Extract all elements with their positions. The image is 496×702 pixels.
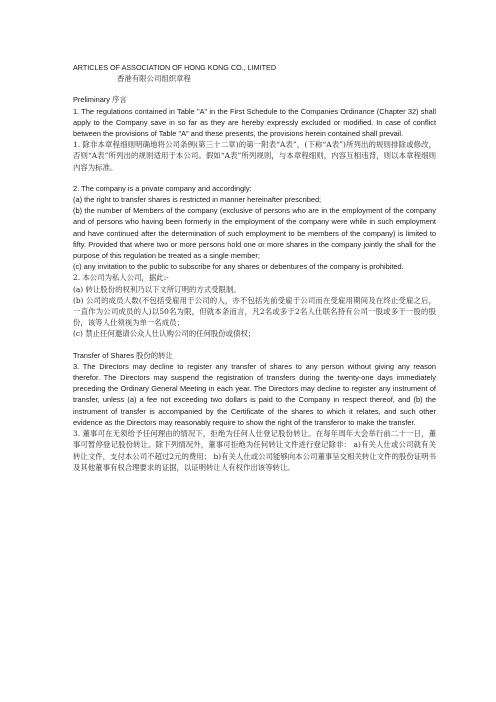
spacer: [73, 84, 436, 94]
spacer: [73, 340, 436, 350]
document-title: ARTICLES OF ASSOCIATION OF HONG KONG CO., LIMITED: [73, 63, 277, 72]
article-2-intro-cn: 2. 本公司为私人公司，据此:-: [73, 273, 169, 283]
article-1-en: 1. The regulations contained in Table "A" in the First Schedule to the Companies Ordinance (Chapter 32) shall apply to the Company save in so far as they are hereby expressly excluded or modified. In case of conflict between the provisions of Table "A" and these presents, the provisions herein contained shall prevail.: [73, 106, 436, 139]
article-3-en: 3. The Directors may decline to register any transfer of shares to any person without giving any reason therefor. The Directors may suspend the registration of transfers during the twenty-one days immediately preceding the Ordinary General Meeting in each year. The Directors may decline to register any instrument of transfer, unless (a) a fee not exceeding two dollars is paid to the Company in respect thereof, and (b) the instrument of transfer is accompanied by the Certificate of the shares to which it relates, and such other evidence as the Directors may reasonably require to show the right of the transferor to make the transfer.: [73, 361, 436, 427]
section-heading-preliminary: Preliminary 序言: [73, 95, 127, 105]
article-3-cn: 3. 董事可在无须给予任何理由的情况下，拒绝为任何人仕登记股份转让。在每年周年大会举行前二十一日，董事可暂停登记股份转让。除下列情况外，董事可拒绝为任何转让文件进行登记除非： a)有关人仕或公司就有关转让文件，支付本公司不超过2元的费用； b)有关人仕或公司能够向本公司董事呈交相关转让文件的股份证明书及其他董事有权合理要求的证据，以证明转让人有权作出该等转让。: [73, 429, 436, 472]
document-subtitle: 香港有限公司组织章程: [117, 74, 191, 84]
article-2b-cn: (b) 公司的成员人数(不包括受雇用于公司的人，亦不包括先前受雇于公司而在受雇用期间及在终止受雇之后，一直作为公司成员的人)以50名为限，但就本条而言，凡2名或多于2名人仕联名持有公司一股或多于一股的股份，该等人仕须视为单一名成员；: [73, 295, 436, 328]
spacer: [73, 173, 436, 183]
article-2c-en: (c) any invitation to the public to subscribe for any shares or debentures of the company is prohibited.: [73, 262, 404, 272]
article-1-cn: 1. 除非本章程细则明确地将公司条例(第三十二章)的第一附表“A表”，(下称“A表”)所列出的规则排除或修改，否则“A表”所列出的规则适用于本公司。假如“A表”所列规则，与本章程细则，内容互相违背，则以本章程细则内容为标准。: [73, 140, 436, 172]
article-2b-en: (b) the number of Members of the company (exclusive of persons who are in the employment of the company and of persons who having been formerly in the employment of the company were while in such employment and have continued after the determination of such employment to be members of the company) is limited to fifty. Provided that where two or more persons hold one or more shares in the company jointly the shall for the purpose of this regulation be treated as a single member;: [73, 206, 436, 261]
section-heading-transfer: Transfer of Shares 股份的转让: [73, 350, 173, 360]
article-2-intro-en: 2. The company is a private company and accordingly:: [73, 183, 252, 193]
article-2c-cn: (c) 禁止任何邀请公众人仕认购公司的任何股份或债权；: [73, 329, 256, 339]
article-2a-en: (a) the right to transfer shares is restricted in manner hereinafter prescribed;: [73, 195, 322, 205]
article-2a-cn: (a) 转让股份的权利乃以下文所订明的方式受限制。: [73, 284, 241, 294]
